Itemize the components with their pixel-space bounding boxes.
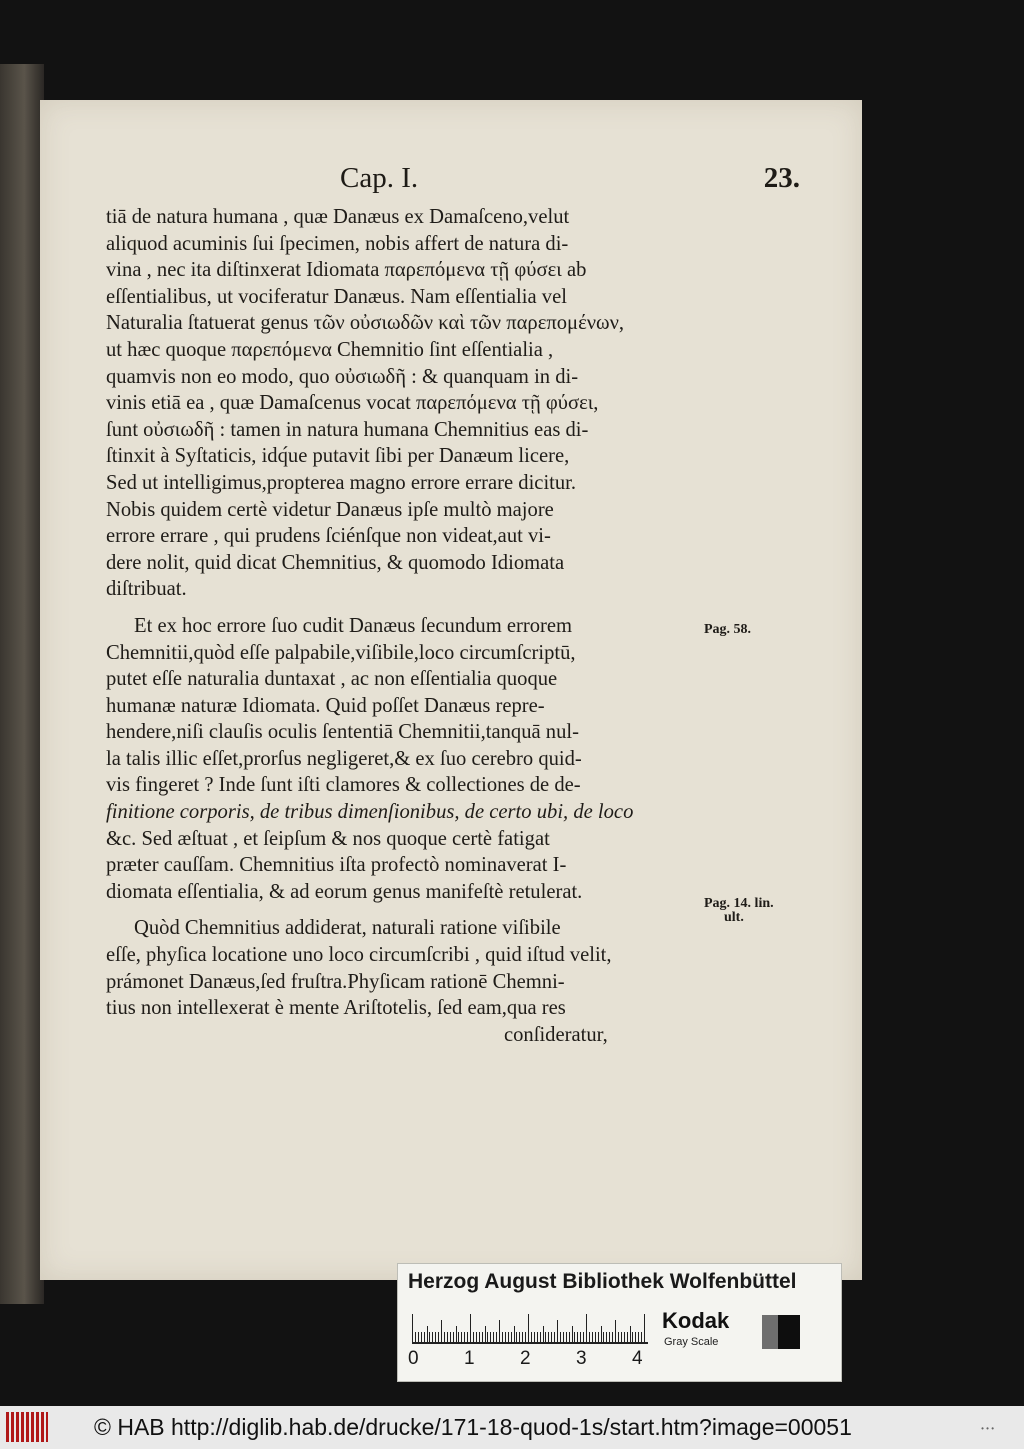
text-line: diomata eſſentialia, & ad eorum genus manifeſtè retulerat. xyxy=(106,880,583,903)
text-line: vis fingeret ? Inde ſunt iſti clamores & collectiones de de- xyxy=(106,774,581,797)
footer-bar xyxy=(0,1406,1024,1449)
ruler-tick xyxy=(569,1332,570,1342)
ruler-tick xyxy=(583,1332,584,1342)
ruler-tick xyxy=(638,1332,639,1342)
text-line: Chemnitii,quòd eſſe palpabile,viſibile,loco circumſcriptū, xyxy=(106,641,576,664)
ruler-tick xyxy=(502,1332,503,1342)
ruler-tick xyxy=(540,1332,541,1342)
text-line: Nobis quidem certè videtur Danæus ipſe multò majore xyxy=(106,498,554,521)
text-line: eſſentialibus, ut vociferatur Danæus. Nam eſſentialia vel xyxy=(106,285,567,308)
text-line: Naturalia ſtatuerat genus τῶν οὐσιωδῶν καὶ τῶν παρεπομένων, xyxy=(106,312,625,335)
ruler-tick xyxy=(435,1332,436,1342)
text-line: quamvis non eo modo, quo οὐσιωδῆ : & quanquam in di- xyxy=(106,365,579,388)
ruler-tick xyxy=(456,1326,457,1342)
ruler-tick xyxy=(543,1326,544,1342)
ruler-tick xyxy=(612,1332,613,1342)
chapter-heading: Cap. I. xyxy=(340,162,419,194)
ruler-tick xyxy=(505,1332,506,1342)
ruler-tick xyxy=(499,1320,500,1342)
ruler-tick xyxy=(534,1332,535,1342)
book-edge xyxy=(0,64,44,1304)
ruler-tick xyxy=(560,1332,561,1342)
ruler-tick xyxy=(592,1332,593,1342)
ruler-tick xyxy=(522,1332,523,1342)
ruler-tick xyxy=(514,1326,515,1342)
ruler-tick xyxy=(627,1332,628,1342)
ruler-numbers xyxy=(406,1348,656,1372)
text-line: &c. Sed æſtuat , et ſeipſum & nos quoque certè fatigat xyxy=(106,827,550,850)
ruler-tick xyxy=(528,1314,529,1342)
ruler-tick xyxy=(563,1332,564,1342)
ruler-number: 3 xyxy=(576,1348,587,1369)
ruler-tick xyxy=(418,1332,419,1342)
library-name: Herzog August Bibliothek Wolfenbüttel xyxy=(408,1270,797,1293)
ruler-tick xyxy=(421,1332,422,1342)
page-number: 23. xyxy=(763,162,800,194)
ruler-tick xyxy=(482,1332,483,1342)
text-line: præter cauſſam. Chemnitius iſta profectò nominaverat I- xyxy=(106,854,567,877)
ruler-tick xyxy=(450,1332,451,1342)
ruler-tick xyxy=(516,1332,517,1342)
ruler-tick xyxy=(531,1332,532,1342)
text-line: eſſe, phyſica locatione uno loco circumſcribi , quid iſtud velit, xyxy=(106,944,612,967)
library-label-card xyxy=(397,1263,842,1382)
ruler-tick xyxy=(554,1332,555,1342)
text-line: prámonet Danæus,ſed fruſtra.Phyſicam rationē Chemni- xyxy=(106,970,565,993)
ruler-tick xyxy=(618,1332,619,1342)
gray-scale-label: Gray Scale xyxy=(664,1336,719,1348)
text-line: dere nolit, quid dicat Chemnitius, & quomodo Idiomata xyxy=(106,551,565,574)
hab-logo-icon xyxy=(6,1412,48,1442)
ruler-tick xyxy=(412,1314,413,1342)
ruler-tick xyxy=(415,1332,416,1342)
ruler-tick xyxy=(429,1332,430,1342)
ruler-tick xyxy=(603,1332,604,1342)
book-page xyxy=(40,100,862,1280)
ruler-tick xyxy=(473,1332,474,1342)
text-line: Quòd Chemnitius addiderat, naturali ratione viſibile xyxy=(134,917,561,940)
ruler-tick xyxy=(580,1332,581,1342)
ruler-tick xyxy=(444,1332,445,1342)
text-line: diſtribuat. xyxy=(106,578,187,601)
text-line: ſunt οὐσιωδῆ : tamen in natura humana Chemnitius eas di- xyxy=(106,418,589,441)
text-line: hendere,niſi clauſis oculis ſententiā Chemnitii,tanquā nul- xyxy=(106,721,579,744)
ruler-tick xyxy=(586,1314,587,1342)
body-text xyxy=(106,204,692,1048)
copyright-url[interactable]: © HAB http://diglib.hab.de/drucke/171-18-quod-1s/start.htm?image=00051 xyxy=(94,1414,852,1440)
margin-note-text: ult. xyxy=(724,910,744,925)
text-line: putet eſſe naturalia duntaxat , ac non eſſentialia quoque xyxy=(106,668,558,691)
ruler-tick xyxy=(545,1332,546,1342)
ruler-tick xyxy=(615,1320,616,1342)
ruler-tick xyxy=(606,1332,607,1342)
ruler-tick xyxy=(447,1332,448,1342)
text-line: conſideratur, xyxy=(504,1023,608,1046)
ruler-tick xyxy=(485,1326,486,1342)
text-line: tiā de natura humana , quæ Danæus ex Damaſceno,velut xyxy=(106,206,570,228)
ruler-number: 1 xyxy=(464,1348,475,1369)
text-line: la talis illic eſſet,prorſus negligeret,& ex ſuo cerebro quid- xyxy=(106,747,582,770)
text-line: ut hæc quoque παρεπόμενα Chemnitio ſint eſſentialia , xyxy=(106,338,554,361)
kodak-brand: Kodak xyxy=(662,1308,730,1333)
ruler-number: 4 xyxy=(632,1348,643,1369)
text-line: humanæ naturæ Idiomata. Quid poſſet Danæus repre- xyxy=(106,694,545,717)
ruler-tick xyxy=(537,1332,538,1342)
ruler-tick xyxy=(467,1332,468,1342)
gray-swatch xyxy=(762,1315,778,1349)
ruler-tick xyxy=(461,1332,462,1342)
measurement-ruler xyxy=(412,1312,648,1344)
text-line xyxy=(106,603,692,613)
ruler-number: 0 xyxy=(408,1348,419,1369)
ruler-tick xyxy=(458,1332,459,1342)
ruler-tick xyxy=(490,1332,491,1342)
ruler-tick xyxy=(519,1332,520,1342)
text-line xyxy=(106,905,692,915)
ruler-tick xyxy=(635,1332,636,1342)
ruler-tick xyxy=(511,1332,512,1342)
ruler-tick xyxy=(432,1332,433,1342)
ruler-tick xyxy=(470,1314,471,1342)
text-line: tius non intellexerat è mente Ariſtotelis, ſed eam,qua res xyxy=(106,997,566,1020)
ruler-tick xyxy=(441,1320,442,1342)
ruler-tick xyxy=(508,1332,509,1342)
ruler-tick xyxy=(424,1332,425,1342)
ruler-tick xyxy=(609,1332,610,1342)
margin-note xyxy=(704,896,774,926)
ruler-tick xyxy=(630,1326,631,1342)
ruler-number: 2 xyxy=(520,1348,531,1369)
running-head xyxy=(340,162,800,202)
ruler-tick xyxy=(601,1326,602,1342)
text-line: Et ex hoc errore ſuo cudit Danæus ſecundum errorem xyxy=(134,614,573,637)
ruler-tick xyxy=(577,1332,578,1342)
ruler-tick xyxy=(453,1332,454,1342)
ruler-tick xyxy=(525,1332,526,1342)
ruler-tick xyxy=(427,1326,428,1342)
ruler-tick xyxy=(572,1326,573,1342)
text-line: ſtinxit à Syſtaticis, idq́ue putavit ſibi per Danæum licere, xyxy=(106,445,570,468)
ruler-tick xyxy=(476,1332,477,1342)
ruler-tick xyxy=(644,1314,645,1342)
text-line: errore errare , qui prudens ſciénſque non videat,aut vi- xyxy=(106,525,551,548)
text-line: finitione corporis, de tribus dimenſionibus, de certo ubi, de loco xyxy=(106,801,634,824)
ruler-tick xyxy=(632,1332,633,1342)
ruler-tick xyxy=(479,1332,480,1342)
ruler-tick xyxy=(464,1332,465,1342)
ruler-tick xyxy=(557,1320,558,1342)
text-line: vinis etiā ea , quæ Damaſcenus vocat παρεπόμενα τῇ φύσει, xyxy=(106,392,599,415)
ruler-tick xyxy=(574,1332,575,1342)
text-line: aliquod acuminis ſui ſpecimen, nobis affert de natura di- xyxy=(106,232,569,255)
ruler-tick xyxy=(598,1332,599,1342)
ruler-tick xyxy=(493,1332,494,1342)
ruler-tick xyxy=(548,1332,549,1342)
black-swatch xyxy=(778,1315,800,1349)
ruler-tick xyxy=(621,1332,622,1342)
ruler-tick xyxy=(551,1332,552,1342)
ruler-tick xyxy=(595,1332,596,1342)
ruler-tick xyxy=(624,1332,625,1342)
ruler-tick xyxy=(641,1332,642,1342)
text-line: vina , nec ita diſtinxerat Idiomata παρεπόμενα τῇ φύσει ab xyxy=(106,259,587,282)
footer-dots: • • • xyxy=(981,1424,994,1433)
margin-note: Pag. 58. xyxy=(704,622,752,637)
ruler-tick xyxy=(566,1332,567,1342)
ruler-tick xyxy=(496,1332,497,1342)
ruler-tick xyxy=(487,1332,488,1342)
text-line: Sed ut intelligimus,propterea magno errore errare dicitur. xyxy=(106,471,577,494)
ruler-tick xyxy=(438,1332,439,1342)
margin-note-text: Pag. 14. lin. xyxy=(704,896,774,911)
ruler-tick xyxy=(589,1332,590,1342)
